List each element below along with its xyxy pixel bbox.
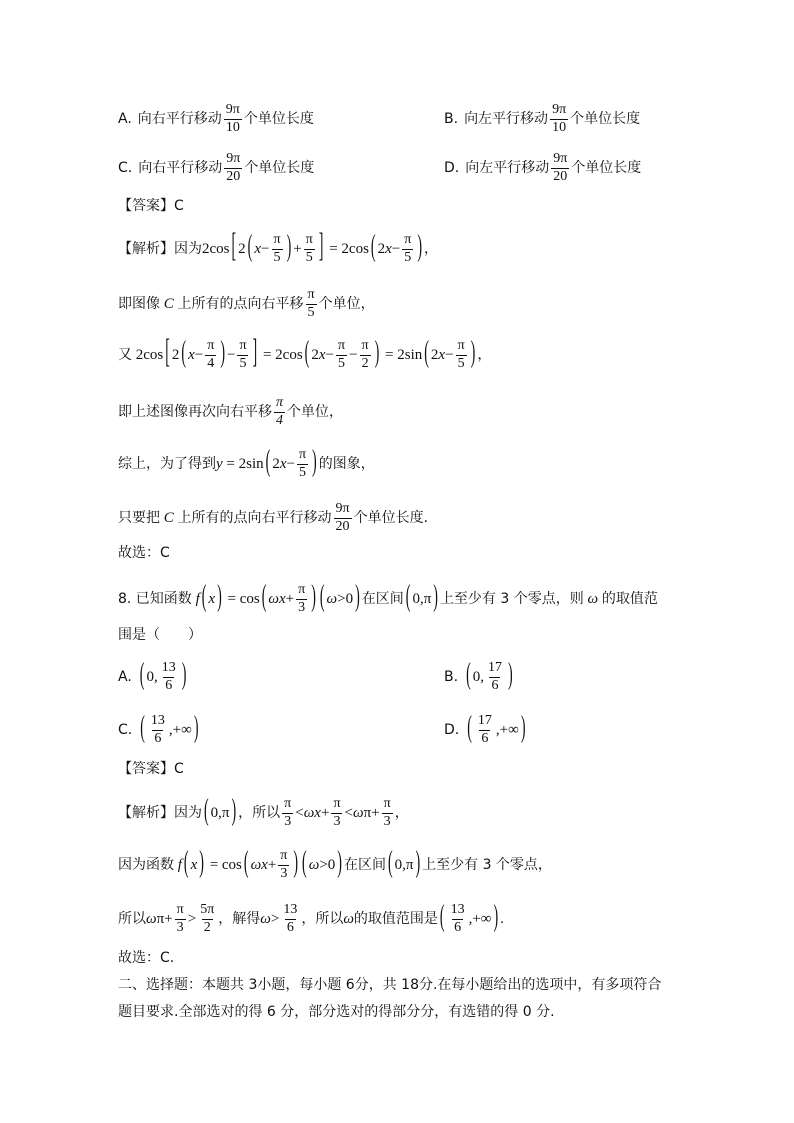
q8-analysis-line1: 【解析】因为 ( 0,π ) ，所以 $\frac{\pi}{3}$ < ωx + $\frac{\pi}{3}$ < ω π+ $\frac{\pi}{3}$ ， (118, 795, 409, 829)
q7-conclusion: 故选：C (118, 545, 170, 561)
q8-option-b[interactable]: B. ( 0, $\frac{17}{6}$ ) (444, 659, 513, 693)
q7-analysis-line2: 即图像 C 上所有的点向右平移 $\frac{\pi}{5}$ 个单位， (118, 287, 375, 320)
q7-analysis-line3: 又 2cos [ 2 ( x − $\frac{\pi}{4}$ ) − $\frac{\pi}{5}$ ] = 2cos ( 2 x − $\frac{\pi}{5}$ − $\frac{\pi}{2}$ ) = 2sin ( 2 x − $\frac{\pi}{5}$ ) ， (118, 335, 492, 372)
q7-analysis-line4: 即上述图像再次向右平移 $\frac{\pi}{4}$ 个单位， (118, 395, 344, 428)
section-2-line1: 二、选择题：本题共 3小题，每小题 6分，共 18分.在每小题给出的选项中，有多项符合 (118, 977, 662, 993)
fraction: $\frac{9\pi}{10}$ (225, 102, 240, 135)
q7-analysis-line5: 综上，为了得到 y = 2sin ( 2 x − $\frac{\pi}{5}$ ) 的图象， (118, 446, 375, 480)
q7-option-b[interactable]: B. 向左平行移动 $\frac{9\pi}{10}$ 个单位长度 (444, 102, 641, 135)
q8-option-c[interactable]: C. ( $\frac{13}{6}$ ,+∞ ) (118, 712, 199, 746)
q8-analysis-line3: 所以 ω π+ $\frac{\pi}{3}$ > $\frac{5\pi}{2}$ ，解得 ω > $\frac{13}{6}$ ，所以 ω 的取值范围是 ( $\frac{13}{6}$ ,+∞ ) . (118, 901, 504, 935)
q7-analysis-line1: 【解析】因为 2cos [ 2 ( x − $\frac{\pi}{5}$ ) + $\frac{\pi}{5}$ ] = 2cos ( 2 x − $\frac{\pi}{5}$ ) ， (118, 229, 438, 266)
q7-option-d[interactable]: D. 向左平行移动 $\frac{9\pi}{20}$ 个单位长度 (444, 151, 642, 184)
q8-stem-line2: 围是（ ） (118, 627, 202, 643)
q8-option-a[interactable]: A. ( 0, $\frac{13}{6}$ ) (118, 659, 187, 693)
q7-option-a[interactable]: A. 向右平行移动 $\frac{9\pi}{10}$ 个单位长度 (118, 102, 314, 135)
q7-answer: 【答案】C (118, 198, 184, 214)
fraction: $\frac{9\pi}{10}$ (552, 102, 567, 135)
fraction: $\frac{9\pi}{20}$ (226, 151, 241, 184)
q8-conclusion: 故选：C. (118, 950, 175, 966)
q8-option-d[interactable]: D. ( $\frac{17}{6}$ ,+∞ ) (444, 712, 526, 746)
q8-stem-line1: 8. 已知函数 f ( x ) = cos ( ωx + $\frac{\pi}{3}$ ) ( ω >0 ) 在区间 ( 0,π ) 上至少有 3 个零点，则 ω 的取值范 (118, 581, 658, 615)
q7-option-c[interactable]: C. 向右平行移动 $\frac{9\pi}{20}$ 个单位长度 (118, 151, 315, 184)
q7-analysis-line6: 只要把 C 上所有的点向右平行移动 $\frac{9\pi}{20}$ 个单位长度. (118, 501, 429, 534)
fraction: $\frac{9\pi}{20}$ (553, 151, 568, 184)
q8-analysis-line2: 因为函数 f ( x ) = cos ( ωx + $\frac{\pi}{3}$ ) ( ω >0 ) 在区间 ( 0,π ) 上至少有 3 个零点， (118, 847, 552, 881)
section-2-line2: 题目要求.全部选对的得 6 分，部分选对的得部分分，有选错的得 0 分. (118, 1004, 555, 1020)
q8-answer: 【答案】C (118, 761, 184, 777)
